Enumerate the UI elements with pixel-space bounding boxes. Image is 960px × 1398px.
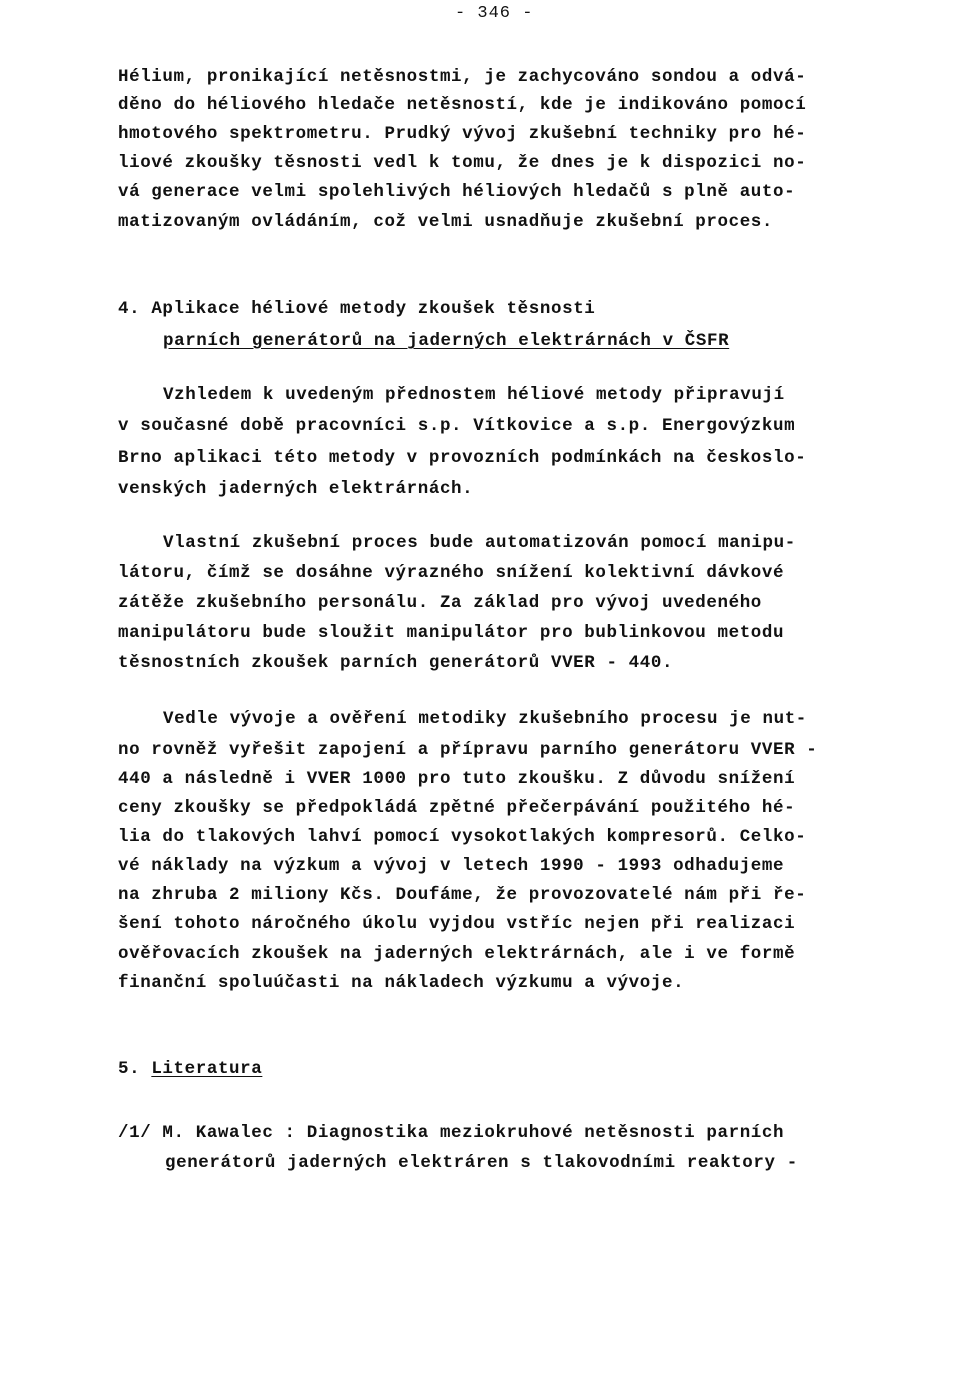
- text-line: liové zkoušky těsnosti vedl k tomu, že dnes je k dispozici no-: [118, 153, 807, 173]
- text-line: Vedle vývoje a ověření metodiky zkušebního procesu je nut-: [163, 709, 807, 729]
- text-line: hmotového spektrometru. Prudký vývoj zkušební techniky pro hé-: [118, 124, 807, 144]
- text-line: Hélium, pronikající netěsnostmi, je zachycováno sondou a odvá-: [118, 67, 807, 87]
- text-line: no rovněž vyřešit zapojení a přípravu parního generátoru VVER -: [118, 740, 818, 760]
- section-number: 5.: [118, 1059, 141, 1079]
- text-line: v současné době pracovníci s.p. Vítkovice a s.p. Energovýzkum: [118, 416, 796, 436]
- reference-line: /1/ M. Kawalec : Diagnostika meziokruhové netěsnosti parních: [118, 1123, 785, 1143]
- text-line: matizovaným ovládáním, což velmi usnadňuje zkušební proces.: [118, 212, 774, 232]
- text-line: finanční spoluúčasti na nákladech výzkumu a vývoje.: [118, 973, 685, 993]
- text-line: manipulátoru bude sloužit manipulátor pro bublinkovou metodu: [118, 623, 785, 643]
- text-line: zátěže zkušebního personálu. Za základ pro vývoj uvedeného: [118, 593, 762, 613]
- text-line: ceny zkoušky se předpokládá zpětné přečerpávání použitého hé-: [118, 798, 796, 818]
- text-line: děno do héliového hledače netěsností, kde je indikováno pomocí: [118, 95, 807, 115]
- text-line: šení tohoto náročného úkolu vyjdou vstříc nejen při realizaci: [118, 914, 796, 934]
- text-line: těsnostních zkoušek parních generátorů VVER - 440.: [118, 653, 674, 673]
- reference-line: generátorů jaderných elektráren s tlakovodními reaktory -: [165, 1153, 798, 1173]
- page-number: - 346 -: [455, 4, 534, 23]
- section-number: 4.: [118, 299, 141, 319]
- text-line: Vzhledem k uvedeným přednostem héliové metody připravují: [163, 385, 785, 405]
- section-title-underlined: parních generátorů na jaderných elektrárnách v ČSFR: [163, 331, 730, 351]
- text-line: na zhruba 2 miliony Kčs. Doufáme, že provozovatelé nám při ře-: [118, 885, 807, 905]
- section-title: Aplikace héliové metody zkoušek těsnosti: [151, 299, 596, 319]
- text-line: venských jaderných elektrárnách.: [118, 479, 474, 499]
- section-title-continued: [163, 330, 729, 352]
- text-line: lia do tlakových lahví pomocí vysokotlakých kompresorů. Celko-: [118, 827, 807, 847]
- text-line: látoru, čímž se dosáhne výrazného snížení kolektivní dávkové: [118, 563, 785, 583]
- section-title: Literatura: [151, 1059, 263, 1079]
- text-line: vá generace velmi spolehlivých héliových hledačů s plně auto-: [118, 182, 796, 202]
- text-line: ověřovacích zkoušek na jaderných elektrárnách, ale i ve formě: [118, 944, 796, 964]
- text-line: Brno aplikaci této metody v provozních podmínkách na českoslo-: [118, 448, 807, 468]
- text-line: Vlastní zkušební proces bude automatizován pomocí manipu-: [163, 533, 796, 553]
- text-line: 440 a následně i VVER 1000 pro tuto zkoušku. Z důvodu snížení: [118, 769, 796, 789]
- section-heading-line: [118, 1058, 262, 1080]
- section-heading-line: [118, 298, 595, 320]
- text-line: vé náklady na výzkum a vývoj v letech 1990 - 1993 odhadujeme: [118, 856, 785, 876]
